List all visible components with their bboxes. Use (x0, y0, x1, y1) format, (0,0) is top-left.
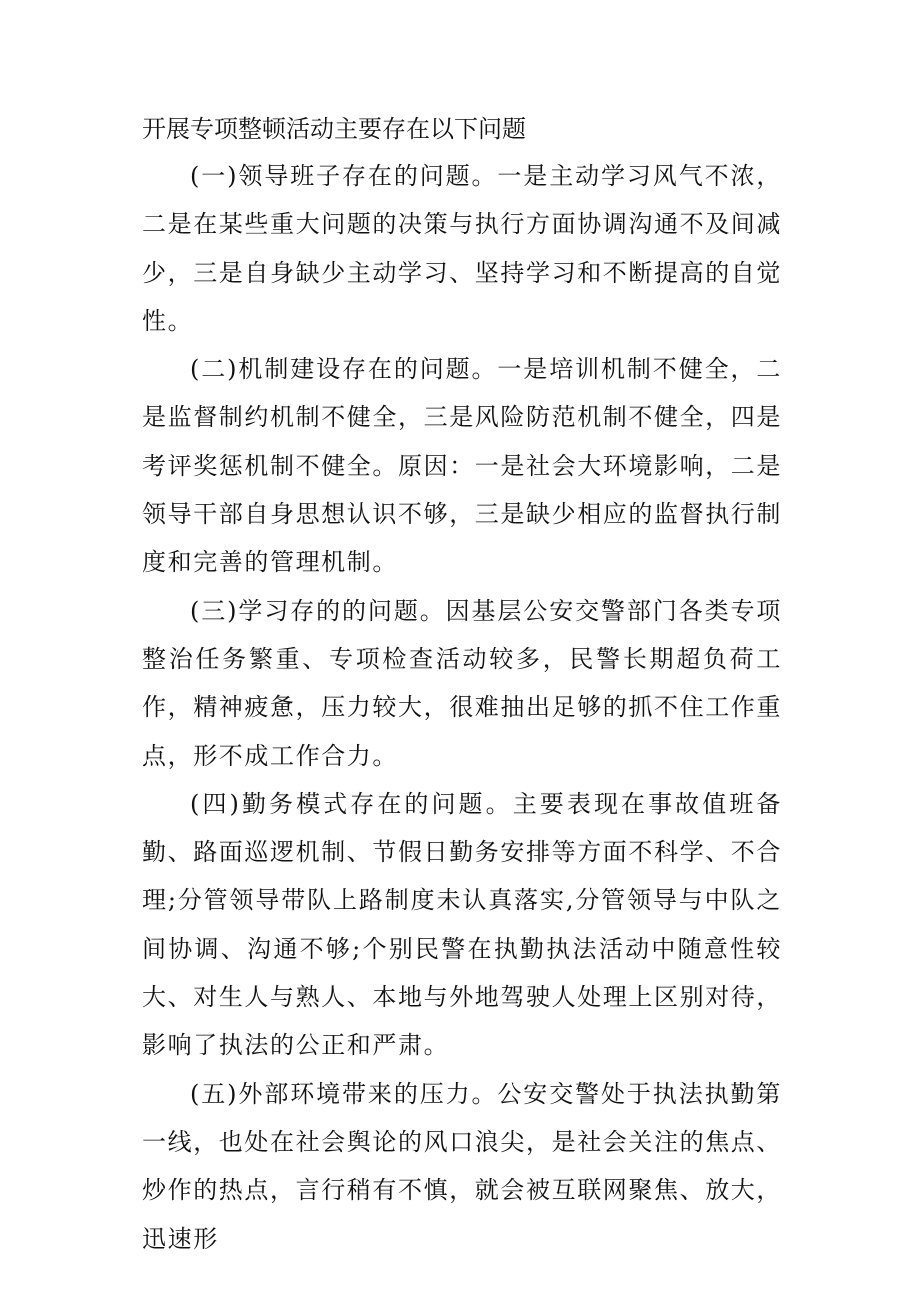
document-body (142, 106, 782, 1263)
paragraph-duty-mode: (四)勤务模式存在的问题。主要表现在事故值班备勤、路面巡逻机制、节假日勤务安排等方面不科学、不合理;分管领导带队上路制度未认真落实,分管领导与中队之间协调、沟通不够;个别民警在执勤执法活动中随意性较大、对生人与熟人、本地与外地驾驶人处理上区别对待，影响了执法的公正和严肃。 (142, 789, 782, 1060)
paragraph-mechanism: (二)机制建设存在的问题。一是培训机制不健全，二是监督制约机制不健全，三是风险防范机制不健全，四是考评奖惩机制不健全。原因：一是社会大环境影响，二是领导干部自身思想认识不够，三是缺少相应的监督执行制度和完善的管理机制。 (142, 355, 782, 577)
paragraph-study: (三)学习存的的问题。因基层公安交警部门各类专项整治任务繁重、专项检查活动较多，民警长期超负荷工作，精神疲惫，压力较大，很难抽出足够的抓不住工作重点，形不成工作合力。 (142, 596, 782, 770)
document-title: 开展专项整顿活动主要存在以下问题 (142, 115, 526, 143)
paragraph-leadership: (一)领导班子存在的问题。一是主动学习风气不浓，二是在某些重大问题的决策与执行方面协调沟通不及间减少，三是自身缺少主动学习、坚持学习和不断提高的自觉性。 (142, 162, 782, 335)
paragraph-external-pressure: (五)外部环境带来的压力。公安交警处于执法执勤第一线，也处在社会舆论的风口浪尖，是社会关注的焦点、炒作的热点，言行稍有不慎，就会被互联网聚焦、放大，迅速形 (142, 1079, 782, 1253)
